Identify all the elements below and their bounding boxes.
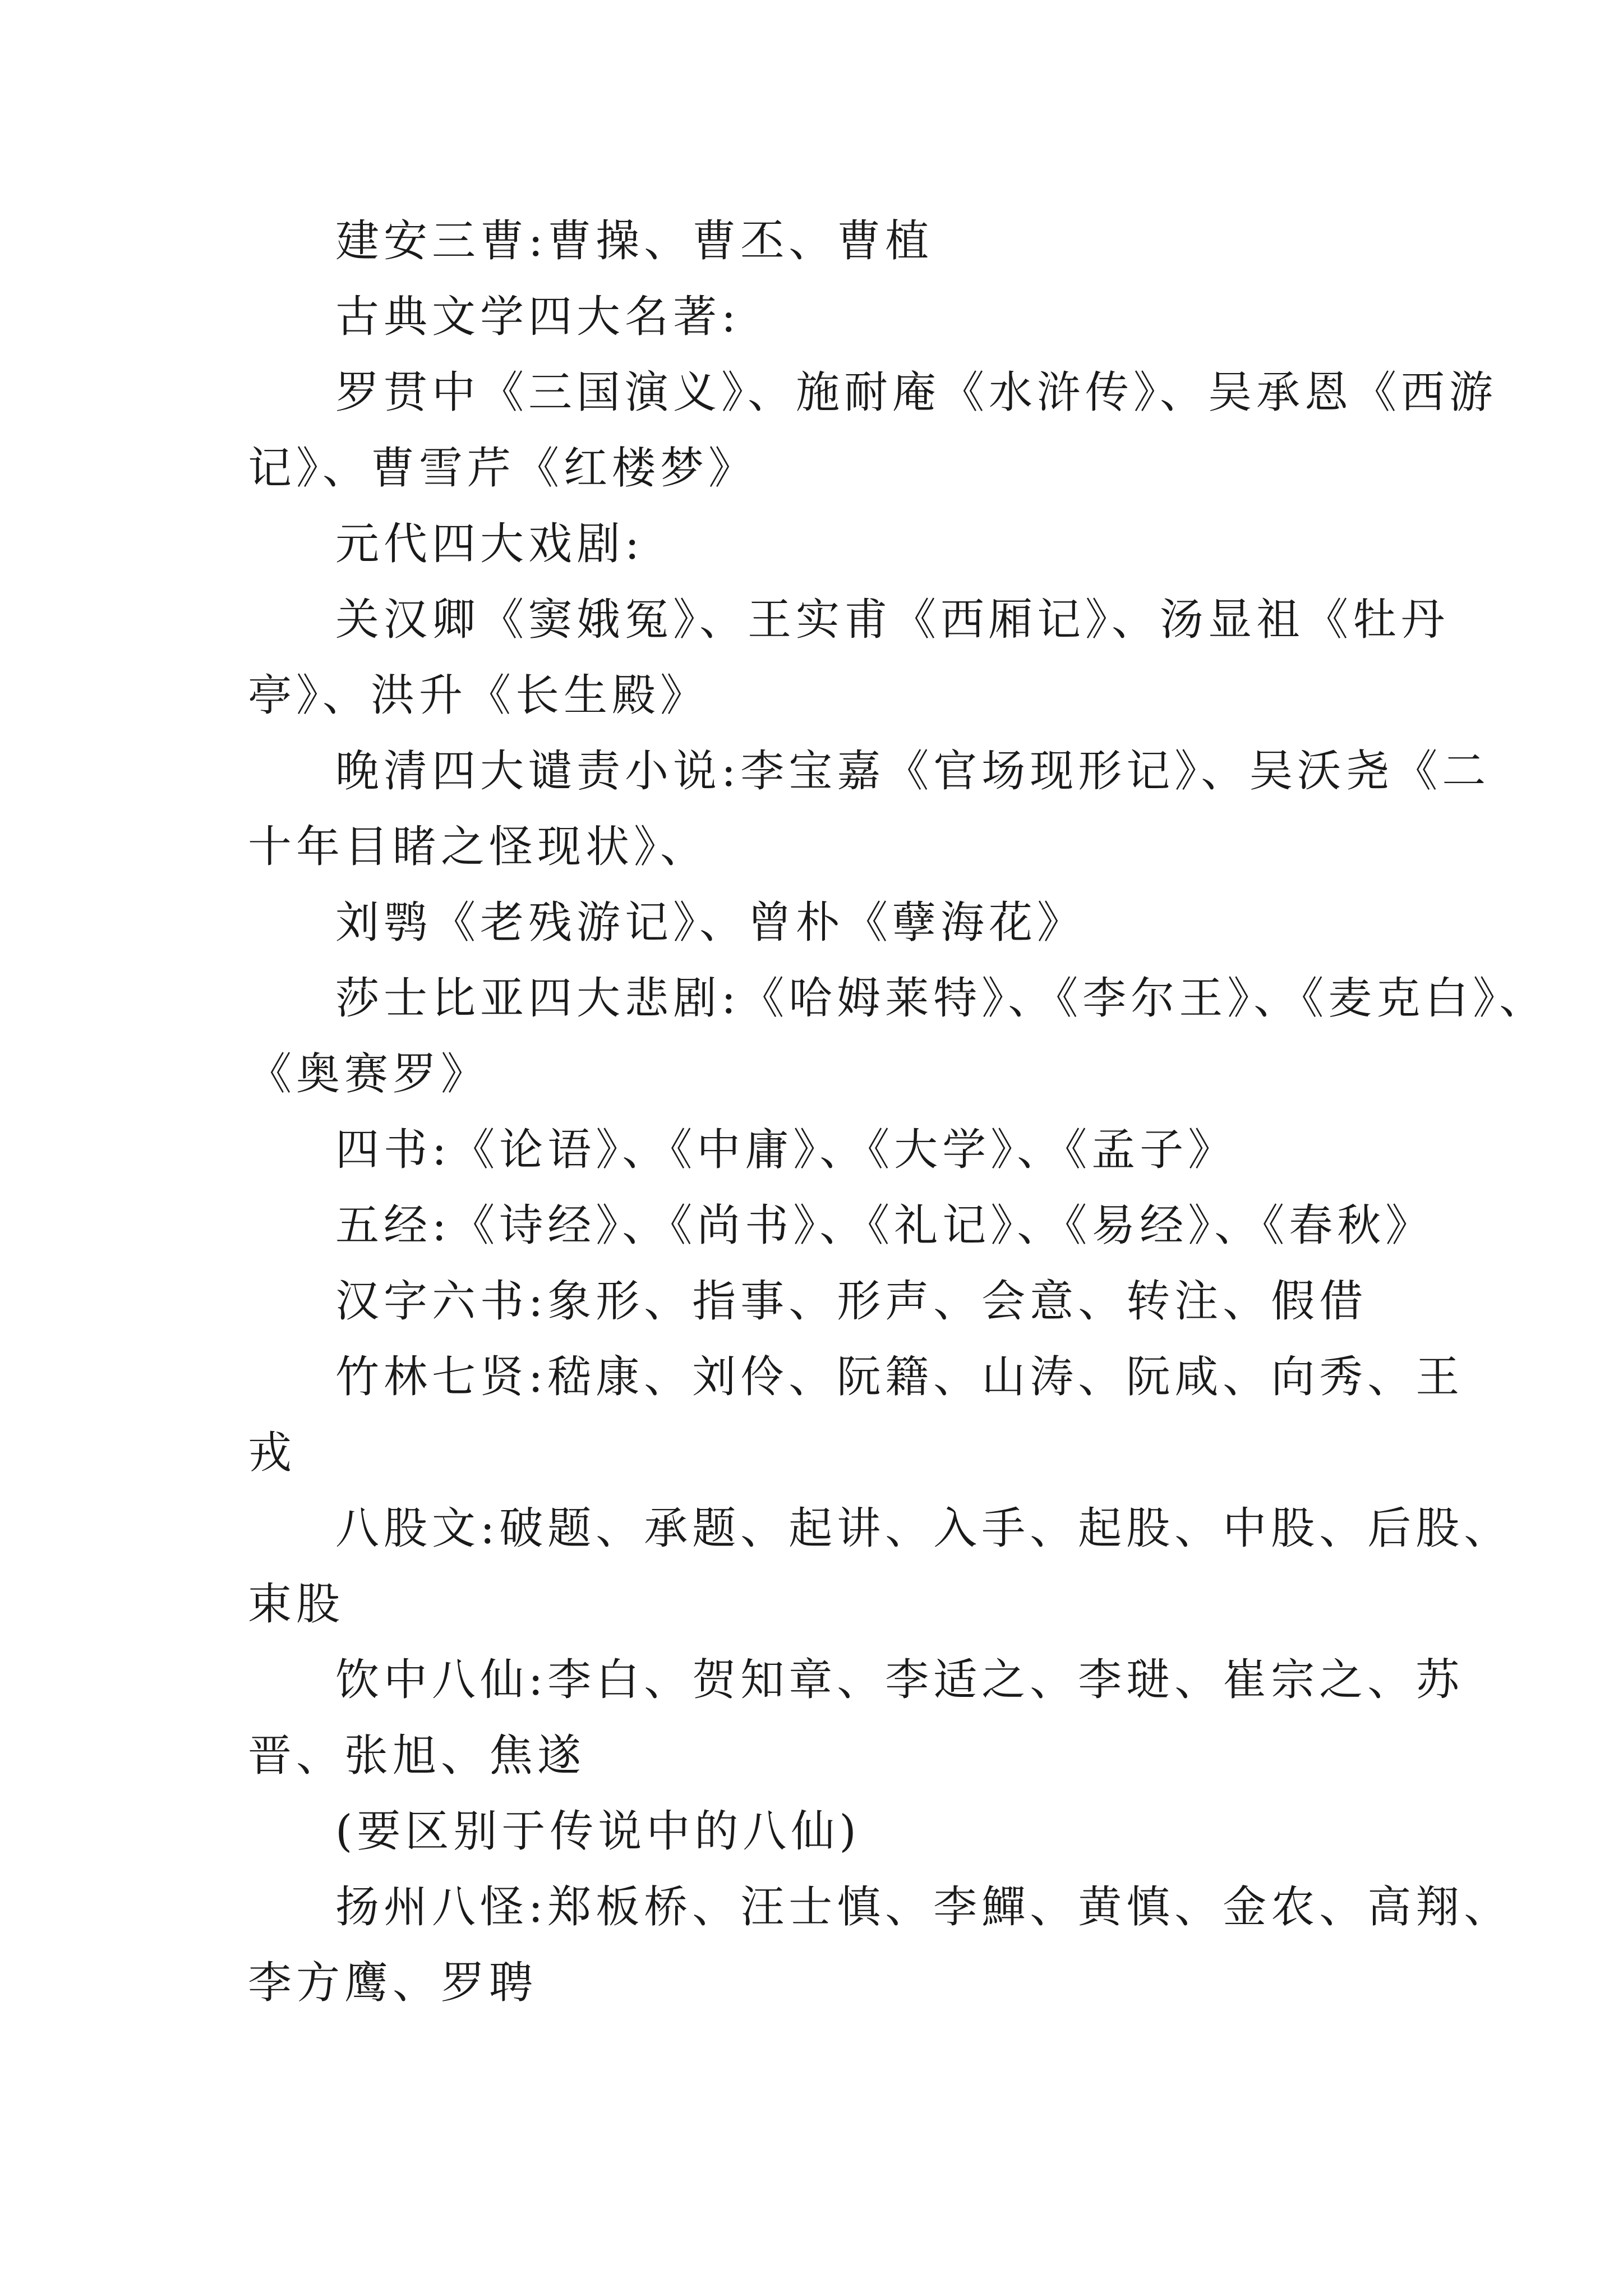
- text-line-24: 李方鹰、罗聘: [248, 1958, 538, 2008]
- text-line-23: 扬州八怪:郑板桥、汪士慎、李鱓、黄慎、金农、高翔、: [335, 1882, 1513, 1932]
- text-line-11: 莎士比亚四大悲剧:《哈姆莱特》、《李尔王》、《麦克白》、: [335, 973, 1548, 1024]
- text-line-20: 饮中八仙:李白、贺知章、李适之、李琎、崔宗之、苏: [335, 1655, 1464, 1705]
- text-line-14: 五经:《诗经》、《尚书》、《礼记》、《易经》、《春秋》: [335, 1200, 1434, 1251]
- text-line-10: 刘鹗《老残游记》、曾朴《孽海花》: [335, 898, 1086, 948]
- text-line-17: 戎: [248, 1428, 297, 1478]
- text-line-16: 竹林七贤:嵇康、刘伶、阮籍、山涛、阮咸、向秀、王: [335, 1352, 1464, 1402]
- text-line-18: 八股文:破题、承题、起讲、入手、起股、中股、后股、: [335, 1503, 1513, 1554]
- text-line-3: 罗贯中《三国演义》、施耐庵《水浒传》、吴承恩《西游: [335, 367, 1498, 418]
- text-line-5: 元代四大戏剧:: [335, 519, 644, 569]
- text-line-19: 束股: [248, 1579, 345, 1630]
- text-line-4: 记》、曹雪芹《红楼梦》: [248, 443, 757, 494]
- text-line-15: 汉字六书:象形、指事、形声、会意、转注、假借: [335, 1276, 1368, 1327]
- text-line-12: 《奥赛罗》: [248, 1049, 490, 1099]
- text-line-1: 建安三曹:曹操、曹丕、曹植: [335, 216, 934, 266]
- text-line-13: 四书:《论语》、《中庸》、《大学》、《孟子》: [335, 1125, 1237, 1175]
- text-line-21: 晋、张旭、焦遂: [248, 1731, 586, 1781]
- text-line-6: 关汉卿《窦娥冤》、王实甫《西厢记》、汤显祖《牡丹: [335, 595, 1450, 645]
- text-line-2: 古典文学四大名著:: [335, 292, 741, 342]
- text-line-8: 晚清四大谴责小说:李宝嘉《官场现形记》、吴沃尧《二: [335, 746, 1491, 797]
- text-line-7: 亭》、洪升《长生殿》: [248, 670, 709, 721]
- text-line-22: (要区别于传说中的八仙): [335, 1806, 861, 1857]
- text-line-9: 十年目睹之怪现状》、: [248, 822, 709, 872]
